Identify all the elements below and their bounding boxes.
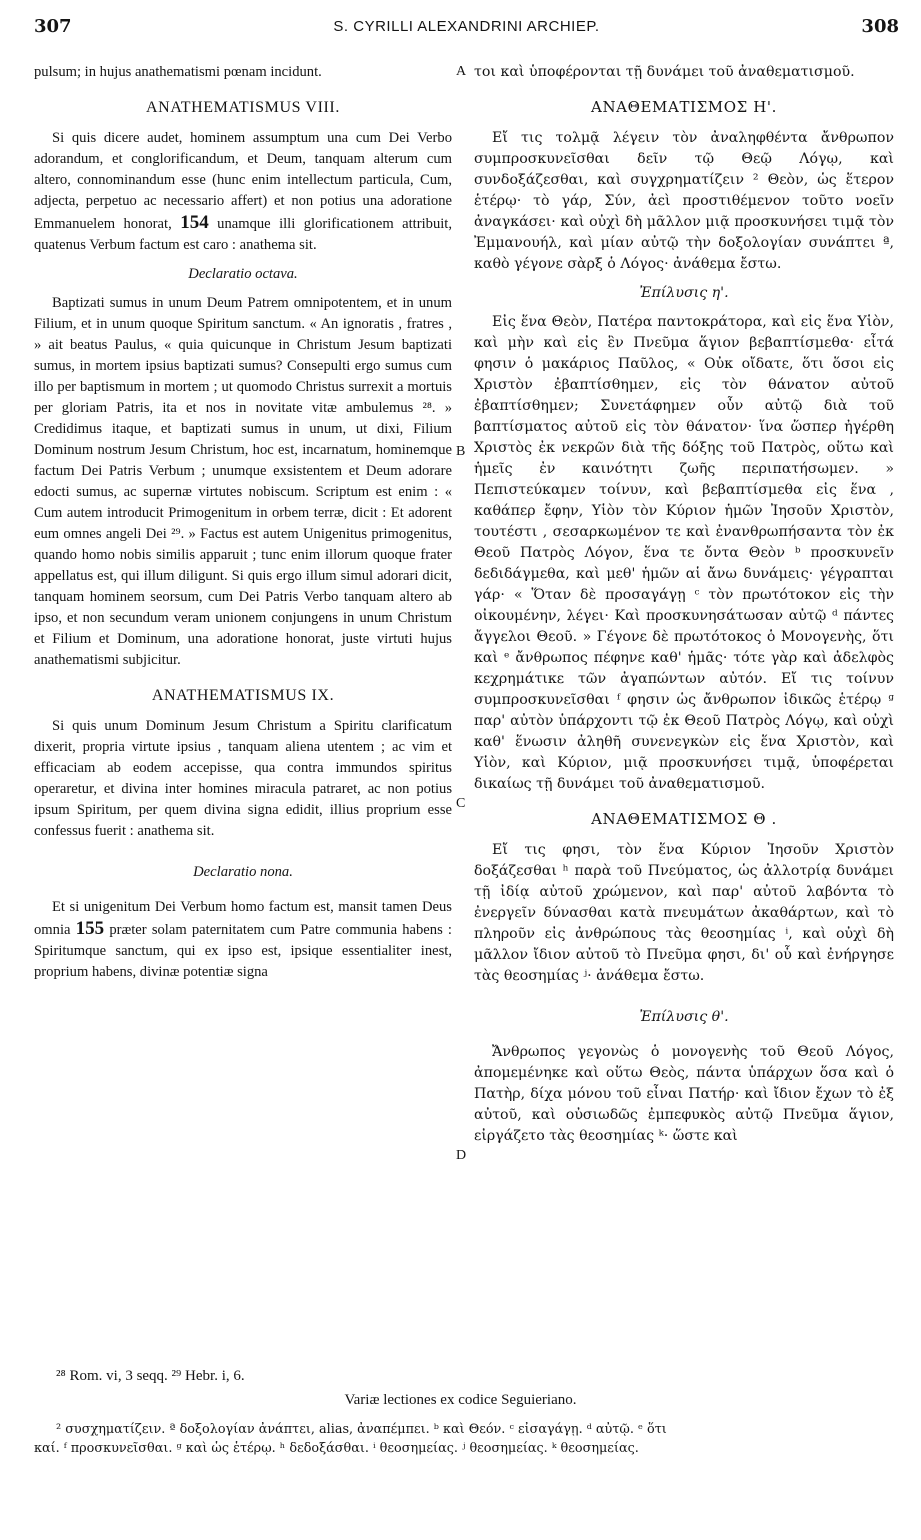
variants-heading: Variæ lectiones ex codice Seguieriano. <box>344 1392 577 1408</box>
section-heading: ΑΝΑΘΕΜΑΤΙΣΜΟΣ Θ . <box>591 810 777 828</box>
section-heading: ANATHEMATISMUS VIII. <box>146 99 340 116</box>
section-heading: ANATHEMATISMUS IX. <box>151 687 335 704</box>
latin-text: præter solam paternitatem cum Patre communia habens : Spiritumque sanctum, qui ex ipso est, ipsique essentialiter inest, proprium habens, divinæ potentiæ signa <box>34 922 452 980</box>
latin-paragraph: Si quis unum Dominum Jesum Christum a Spiritu clarificatum dixerit, propria virtute ipsius , tanquam aliena utentem ; ac vim et efficaciam ab eodem accepisse, qua contra immundos spiritus operaretur, et divina inter homines miracula patraret, ac non potius ipsum Spiritum, per quem divina signa edidit, illius proprium esse confessus fuerit : anathema sit. <box>34 718 452 839</box>
subheading: Ἐπίλυσις η'. <box>639 285 729 301</box>
latin-paragraph: Baptizati sumus in unum Deum Patrem omnipotentem, et in unum Filium, et in unum quoque Spiritum sanctum. « An ignoratis , fratres , » ait beatus Paulus, « quia quicunque in Christum Jesum baptizati sumus, in mortem ipsius baptizati sumus? Consepulti ergo sumus cum illo per baptismum in mortem ; ut quomodo Christus surrexit a mortuis per gloriam Patris, ita et nos in novitate vitæ ambulemus ²⁸. » Credidimus itaque, et baptizati sumus in unum, ut dixi, Filium Dominum nostrum Jesum Christum, hoc est, incarnatum, hominemque factum Dei Patris Verbum ; unumque exsistentem et Deum adorare edocti sumus, ac supernæ virtutes nobiscum. Scriptum est enim : « Cum autem introducit Primogenitum in orbem terræ, dicit : Et adorent eum omnes angeli Dei ²⁹. » Factus est autem Unigenitus primogenitus, quando homo nobis similis apparuit ; tunc enim illorum quoque frater appellatus est, qui illum diligunt. Si quis ergo illum simul adorari dicit, tanquam hominem seorsum, cum Dei Patris Verbo tanquam altero ab ipso, et non secundum veram unionem conjungens in unum Christum et Filium et Dominum, una adoratione honorat, juste virtuti hujus anathematismi subjicitur. <box>34 295 452 668</box>
variants-line: ² συσχηματίζειν. ª δοξολογίαν ἀνάπτει, alias, ἀναπέμπει. ᵇ καὶ Θεόν. ᶜ εἰσαγάγῃ. ᵈ αὐτῷ. ᵉ ὅτι <box>56 1422 667 1437</box>
footnotes: ²⁸ Rom. vi, 3 seqq. ²⁹ Hebr. i, 6. <box>56 1368 245 1384</box>
subheading: Ἐπίλυσις θ'. <box>639 1009 729 1025</box>
greek-paragraph: Ἄνθρωπος γεγονὼς ὁ μονογενὴς τοῦ Θεοῦ Λόγος, ἀπομεμένηκε καὶ οὕτω Θεὸς, πάντα ὑπάρχων ὅσα καὶ ὁ Πατὴρ, δίχα μόνου τοῦ εἶναι Πατήρ· καὶ ἴδιον ἔχων τὸ ἐξ αὐτοῦ, καὶ οὐσιωδῶς ἐμπεφυκὸς αὐτῷ Πνεῦμα ἅγιον, εἰργάζετο τὰς θεοσημίας ᵏ· ὥστε καὶ <box>474 1044 894 1144</box>
running-header <box>34 12 899 40</box>
greek-paragraph: Εἴ τις τολμᾷ λέγειν τὸν ἀναληφθέντα ἄνθρωπον συμπροσκυνεῖσθαι δεῖν τῷ Θεῷ Λόγῳ, καὶ συνδοξάζεσθαι, καὶ συγχρηματίζειν ² Θεὸν, ὡς ἕτερον ἑτέρῳ· τὸ γάρ, Σύν, ἀεὶ προστιθέμενον τοῦτο νοεῖν ἀναγκάσει· καὶ οὐχὶ δὴ μᾶλλον μιᾷ προσκυνήσει τιμᾷ τὸν Ἐμμανουήλ, καὶ μίαν αὐτῷ τὴν δοξολογίαν συνάπτει ª, καθὸ γέγονε σὰρξ ὁ Λόγος· ἀνάθεμα ἔστω. <box>474 130 894 272</box>
running-title: S. CYRILLI ALEXANDRINI ARCHIEP. <box>333 18 600 35</box>
latin-column <box>34 62 452 983</box>
latin-paragraph <box>34 128 452 256</box>
margin-marker-b: B <box>456 444 466 459</box>
margin-number: 154 <box>180 212 209 233</box>
latin-text: Si quis dicere audet, hominem assumptum una cum Dei Verbo adorandum, et conglorificandum, et Deum, tanquam alterum cum altero, connominandum esse (hunc enim intellectum particula, Cum, adjecta, perpetuo ac necessario affert) et non potius una adoratione Emmanuelem honorat, <box>34 130 452 232</box>
subheading: Declaratio nona. <box>193 864 293 880</box>
margin-marker-c: C <box>456 796 466 811</box>
greek-paragraph: Εἴ τις φησι, τὸν ἕνα Κύριον Ἰησοῦν Χριστὸν δοξάζεσθαι ʰ παρὰ τοῦ Πνεύματος, ὡς ἀλλοτρίᾳ δυνάμει τῇ ἰδίᾳ αὐτοῦ χρώμενον, καὶ παρ' αὐτοῦ λαβόντα τὸ ἐνεργεῖν δύνασθαι κατὰ πνευμάτων ἀκαθάρτων, καὶ τὸ πληροῦν εἰς ἀνθρώπους τὰς θεοσημίας ⁱ, καὶ οὐχὶ δὴ μᾶλλον ἴδιον αὐτοῦ τὸ Πνεῦμα φησι, δι' οὗ καὶ ἐνήργησε τὰς θεοσημίας ʲ· ἀνάθεμα ἔστω. <box>474 842 894 984</box>
latin-text: unamque illi glorificationem attribuit, quatenus Verbum factum est caro : anathema sit. <box>34 216 452 253</box>
page-number-right: 308 <box>861 16 899 37</box>
greek-paragraph: τοι καὶ ὑποφέρονται τῇ δυνάμει τοῦ ἀναθεματισμοῦ. <box>474 64 855 80</box>
latin-paragraph: pulsum; in hujus anathematismi pœnam incidunt. <box>34 64 322 80</box>
latin-paragraph <box>34 897 452 983</box>
variants-line: καί. ᶠ προσκυνεῖσθαι. ᵍ καὶ ὡς ἑτέρῳ. ʰ δεδοξάσθαι. ⁱ θεοσημείας. ʲ θεοσημείας. ᵏ θεοσημείας. <box>34 1441 639 1456</box>
margin-marker-a: A <box>456 64 467 79</box>
margin-marker-d: D <box>456 1148 467 1163</box>
section-heading: ΑΝΑΘΕΜΑΤΙΣΜΟΣ Η'. <box>591 98 777 116</box>
latin-text: Et si unigenitum Dei Verbum homo factum est, mansit tamen Deus omnia <box>34 899 452 938</box>
greek-column <box>474 62 894 1147</box>
page-number-left: 307 <box>34 16 72 37</box>
subheading: Declaratio octava. <box>188 266 298 282</box>
margin-number: 155 <box>75 918 105 939</box>
greek-paragraph: Εἰς ἕνα Θεὸν, Πατέρα παντοκράτορα, καὶ εἰς ἕνα Υἱὸν, καὶ μὴν καὶ εἰς ἓν Πνεῦμα ἅγιον βεβαπτίσμεθα· εἶτά φησιν ὁ μακάριος Παῦλος, « Οὐκ οἴδατε, ὅτι ὅσοι εἰς Χριστὸν ἐβαπτίσθημεν, εἰς τὸν θάνατον αὐτοῦ ἐβαπτίσθημεν; Συνετάφημεν οὖν αὐτῷ διὰ τοῦ βαπτίσματος αὐτοῦ εἰς τὸν θάνατον· ἵνα ὥσπερ ἠγέρθη Χριστὸς ἐκ νεκρῶν διὰ τῆς δόξης τοῦ Πατρὸς, οὕτω καὶ ἡμεῖς ἐν καινότητι ζωῆς περιπατήσωμεν. » Πεπιστεύκαμεν τοίνυν, καὶ βεβαπτίσμεθα εἰς ἕνα , καθάπερ ἔφην, Υἱὸν τὸν Κύριον ἡμῶν Ἰησοῦν Χριστὸν, τουτέστι , σεσαρκωμένον τε καὶ ἐνανθρωπήσαντα τὸν ἐκ Θεοῦ Πατρὸς Λόγον, ἕνα τε ὄντα Θεὸν ᵇ προσκυνεῖν δεδιδάγμεθα, καὶ μεθ' ἡμῶν αἱ ἄνω δυνάμεις· γέγραπται γάρ· « Ὅταν δὲ προσαγάγῃ ᶜ τὸν πρωτότοκον εἰς τὴν οἰκουμένην, λέγει· Καὶ προσκυνησάτωσαν αὐτῷ ᵈ πάντες ἄγγελοι Θεοῦ. » Γέγονε δὲ πρωτότοκος ὁ Μονογενὴς, ὅτι καὶ ᵉ ἄνθρωπος πέφηνε καθ' ἡμᾶς· τότε γὰρ καὶ ἀδελφὸς κεχρημάτικε τῶν ἀγαπώντων αὐτόν. Εἴ τις τοίνυν συμπροσκυνεῖσθαι ᶠ φησιν ὡς ἄνθρωπον ἰδικῶς ἑτέρῳ ᵍ παρ' αὐτὸν ὑπάρχοντι τῷ ἐκ Θεοῦ Πατρὸς Λόγῳ, καὶ οὐχὶ καθ' ἕνωσιν ἀληθῆ συνενεγκὼν εἰς ἕνα Χριστὸν, καὶ Υἱὸν, καὶ Κύριον, μιᾷ προσκυνήσει τιμᾷ, ὑποφέρεται δικαίως τῇ δυνάμει τοῦ ἀναθεματισμοῦ. <box>474 314 894 792</box>
